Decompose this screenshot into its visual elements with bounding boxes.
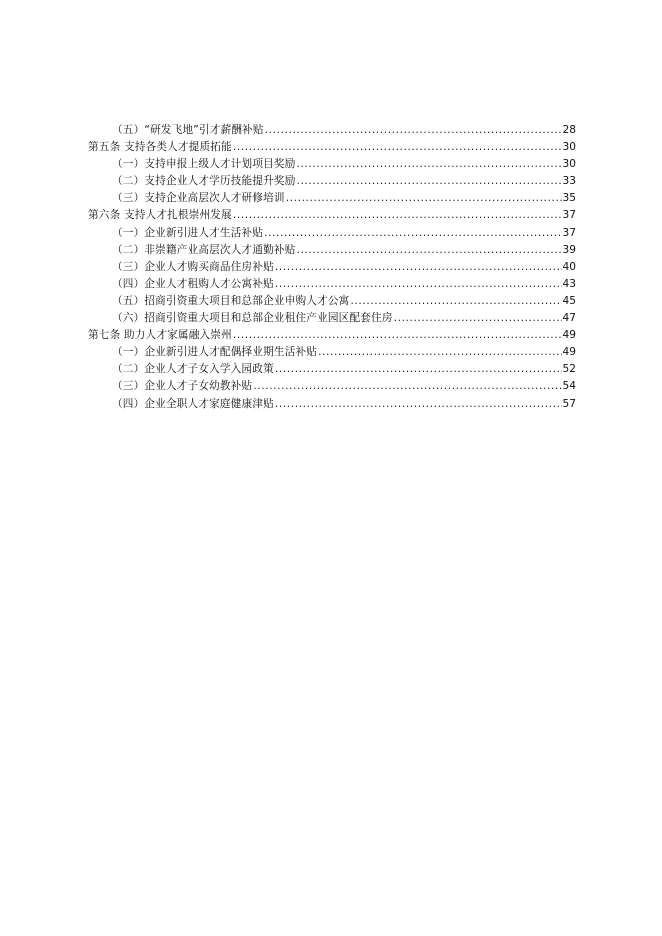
toc-entry[interactable] (88, 344, 576, 361)
toc-entry-title: （五）“研发飞地”引才薪酬补贴 (112, 124, 264, 136)
toc-entry[interactable] (88, 156, 576, 173)
toc-leader-dots (264, 225, 561, 242)
toc-leader-dots (297, 156, 562, 173)
toc-leader-dots (233, 139, 562, 156)
toc-entry-title: （四）企业全职人才家庭健康津贴 (112, 397, 274, 410)
toc-entry[interactable] (88, 361, 576, 378)
toc-entry[interactable] (88, 190, 576, 207)
toc-entry[interactable] (88, 310, 576, 327)
toc-leader-dots (318, 344, 561, 361)
toc-entry-page: 37 (562, 209, 576, 222)
toc-entry-title: （一）支持申报上级人才计划项目奖励 (112, 158, 296, 171)
toc-entry[interactable] (88, 225, 576, 242)
toc-entry[interactable] (88, 293, 576, 310)
toc-entry-page: 33 (562, 175, 576, 188)
toc-entry-title: （三）企业人才子女幼教补贴 (112, 380, 253, 393)
toc-leader-dots (350, 293, 561, 310)
toc-entry-title: （二）非崇籍产业高层次人才通勤补贴 (112, 243, 296, 256)
toc-entry[interactable] (88, 276, 576, 293)
toc-entry-title: （二）支持企业人才学历技能提升奖励 (112, 175, 296, 188)
toc-leader-dots (394, 310, 562, 327)
toc-leader-dots (275, 396, 562, 413)
toc-leader-dots (297, 173, 562, 190)
toc-entry-title: （四）企业人才租购人才公寓补贴 (112, 277, 274, 290)
toc-entry[interactable] (88, 396, 576, 413)
toc-entry-page: 49 (562, 346, 576, 359)
toc-entry-title: 第七条 助力人才家属融入崇州 (88, 329, 232, 342)
toc-entry-page: 30 (562, 158, 576, 171)
toc-entry[interactable] (88, 259, 576, 276)
toc-entry-page: 54 (562, 380, 576, 393)
toc-entry-page: 45 (562, 294, 576, 307)
toc-entry[interactable] (88, 122, 576, 139)
toc-entry-page: 52 (562, 363, 576, 376)
toc-leader-dots (286, 190, 562, 207)
toc-entry-title: （二）企业人才子女入学入园政策 (112, 363, 274, 376)
toc-entry-title: （五）招商引资重大项目和总部企业申购人才公寓 (112, 294, 350, 307)
toc-entry-title: 第六条 支持人才扎根崇州发展 (88, 209, 232, 222)
toc-leader-dots (297, 242, 562, 259)
toc-entry[interactable] (88, 327, 576, 344)
toc-entry-title: （六）招商引资重大项目和总部企业租住产业园区配套住房 (112, 312, 393, 325)
table-of-contents (88, 122, 576, 413)
toc-leader-dots (275, 276, 562, 293)
toc-leader-dots (275, 361, 562, 378)
toc-leader-dots (265, 122, 562, 139)
toc-entry-page: 35 (562, 192, 576, 205)
toc-entry-page: 30 (562, 141, 576, 154)
toc-entry-page: 40 (562, 260, 576, 273)
toc-entry[interactable] (88, 207, 576, 224)
toc-entry-title: （三）支持企业高层次人才研修培训 (112, 192, 285, 205)
toc-entry[interactable] (88, 139, 576, 156)
toc-entry[interactable] (88, 378, 576, 395)
toc-entry[interactable] (88, 173, 576, 190)
toc-leader-dots (233, 327, 562, 344)
toc-entry-page: 47 (562, 312, 576, 325)
toc-entry-title: （一）企业新引进人才配偶择业期生活补贴 (112, 346, 318, 359)
toc-entry-page: 37 (562, 226, 576, 239)
toc-leader-dots (275, 259, 562, 276)
toc-entry-title: 第五条 支持各类人才提质拓能 (88, 141, 232, 154)
toc-leader-dots (253, 378, 561, 395)
toc-entry-page: 39 (562, 243, 576, 256)
toc-entry-title: （三）企业人才购买商品住房补贴 (112, 260, 274, 273)
toc-leader-dots (233, 207, 562, 224)
toc-entry-page: 57 (562, 397, 576, 410)
toc-entry-title: （一）企业新引进人才生活补贴 (112, 226, 264, 239)
toc-entry-page: 28 (562, 124, 576, 136)
toc-entry-page: 49 (562, 329, 576, 342)
toc-entry[interactable] (88, 242, 576, 259)
toc-entry-page: 43 (562, 277, 576, 290)
